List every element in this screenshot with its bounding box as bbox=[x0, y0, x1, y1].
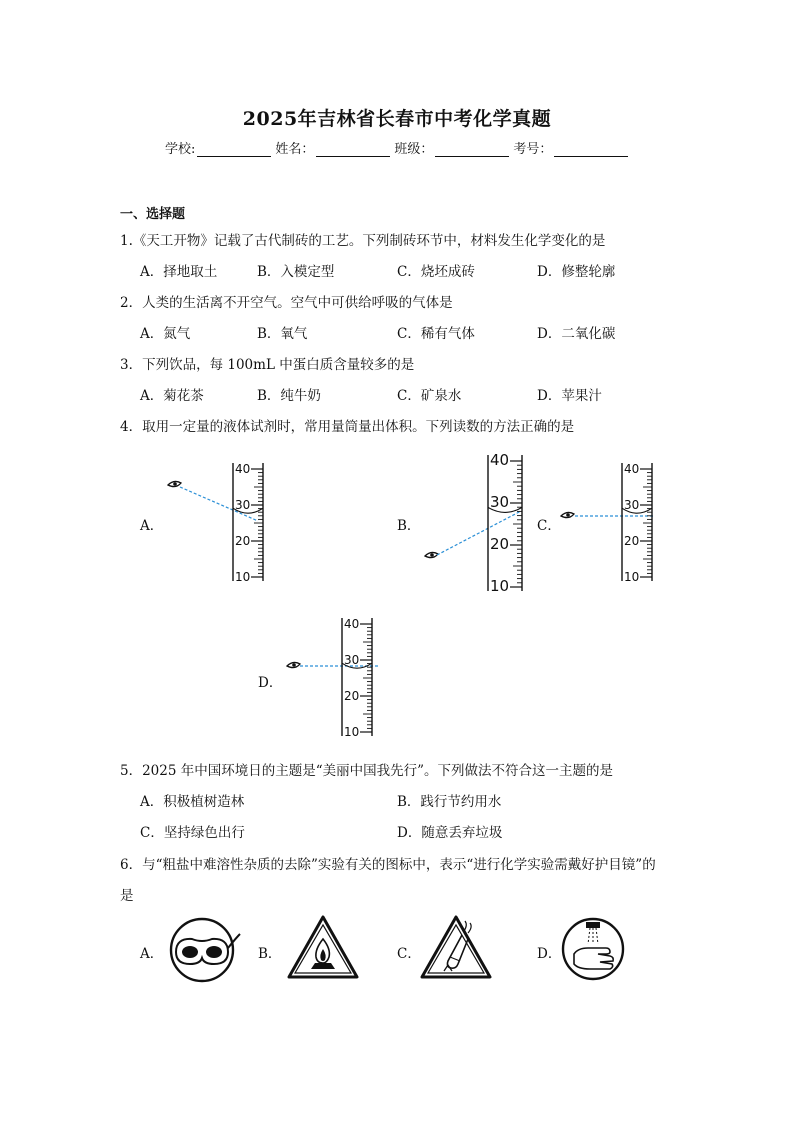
q3-option-a: A．菊花茶 bbox=[140, 388, 204, 404]
page-title: 2025年吉林省长春市中考化学真题 bbox=[242, 108, 552, 130]
hand-wash-icon bbox=[560, 914, 630, 984]
question-2-stem: 2．人类的生活离不开空气。空气中可供给呼吸的气体是 bbox=[120, 295, 453, 311]
student-info-line bbox=[165, 138, 632, 157]
q1-option-b: B．入模定型 bbox=[257, 264, 335, 280]
cylinder-tick-label: 30 bbox=[490, 493, 510, 511]
graduated-cylinder bbox=[342, 617, 372, 739]
question-3-stem: 3．下列饮品，每 100mL 中蛋白质含量较多的是 bbox=[120, 357, 415, 373]
cylinder-tick-label: 20 bbox=[624, 534, 640, 548]
q4-cylinder-b-figure bbox=[415, 445, 535, 595]
name-label: 姓名： bbox=[275, 142, 315, 157]
q4-option-d: D． bbox=[258, 675, 283, 691]
cylinder-tick-label: 20 bbox=[344, 689, 360, 703]
exam-number-blank bbox=[554, 142, 628, 157]
q6-option-c: C． bbox=[397, 946, 421, 962]
q5-option-b: B．践行节约用水 bbox=[397, 794, 502, 810]
cylinder-tick-label: 40 bbox=[624, 462, 640, 476]
question-6-stem: 6．与“粗盐中难溶性杂质的去除”实验有关的图标中，表示“进行化学实验需戴好护目镜”的 bbox=[120, 857, 656, 873]
q1-option-d: D．修整轮廓 bbox=[537, 264, 616, 280]
q4-option-b: B． bbox=[397, 518, 421, 534]
section-title: 一、选择题 bbox=[120, 207, 186, 222]
graduated-cylinder bbox=[488, 451, 522, 595]
eye-icon bbox=[425, 552, 438, 557]
cylinder-tick-label: 40 bbox=[235, 462, 251, 476]
school-blank bbox=[197, 142, 271, 157]
name-blank bbox=[316, 142, 390, 157]
q4-cylinder-a-figure bbox=[160, 455, 270, 590]
cylinder-tick-label: 10 bbox=[344, 725, 360, 739]
exam-number-label: 考号： bbox=[513, 142, 553, 157]
eye-icon bbox=[168, 481, 181, 486]
q5-option-d: D．随意丢弃垃圾 bbox=[397, 825, 503, 841]
eye-icon bbox=[561, 512, 574, 517]
graduated-cylinder bbox=[233, 462, 263, 584]
q4-option-c: C． bbox=[537, 518, 561, 534]
question-1-stem: 1.《天工开物》记载了古代制砖的工艺。下列制砖环节中，材料发生化学变化的是 bbox=[120, 233, 606, 249]
q2-option-d: D．二氧化碳 bbox=[537, 326, 616, 342]
cylinder-tick-label: 20 bbox=[235, 534, 251, 548]
q3-option-d: D．苹果汁 bbox=[537, 388, 602, 404]
cylinder-tick-label: 30 bbox=[344, 653, 360, 667]
question-5-stem: 5．2025 年中国环境日的主题是“美丽中国我先行”。下列做法不符合这一主题的是 bbox=[120, 763, 614, 779]
q5-option-a: A．积极植树造林 bbox=[140, 794, 245, 810]
cylinder-tick-label: 10 bbox=[490, 577, 510, 595]
q3-option-b: B．纯牛奶 bbox=[257, 388, 321, 404]
q4-option-a: A． bbox=[140, 518, 164, 534]
cylinder-tick-label: 10 bbox=[235, 570, 251, 584]
q2-option-a: A．氮气 bbox=[140, 326, 191, 342]
cylinder-tick-label: 40 bbox=[490, 451, 510, 469]
test-tube-heat-icon bbox=[418, 913, 494, 983]
cylinder-tick-label: 20 bbox=[490, 535, 510, 553]
class-blank bbox=[435, 142, 509, 157]
q1-option-c: C．烧坯成砖 bbox=[397, 264, 475, 280]
q4-cylinder-c-figure bbox=[555, 455, 665, 590]
goggles-icon bbox=[164, 914, 244, 984]
q4-cylinder-d-figure bbox=[280, 612, 390, 747]
flame-warning-icon bbox=[285, 913, 361, 983]
question-4-stem: 4．取用一定量的液体试剂时，常用量筒量出体积。下列读数的方法正确的是 bbox=[120, 419, 575, 435]
school-label: 学校: bbox=[165, 142, 196, 157]
class-label: 班级： bbox=[394, 142, 434, 157]
q3-option-c: C．矿泉水 bbox=[397, 388, 462, 404]
q6-option-b: B． bbox=[258, 946, 282, 962]
q6-option-d: D． bbox=[537, 946, 562, 962]
q2-option-b: B．氧气 bbox=[257, 326, 308, 342]
cylinder-tick-label: 30 bbox=[624, 498, 640, 512]
q2-option-c: C．稀有气体 bbox=[397, 326, 475, 342]
cylinder-tick-label: 40 bbox=[344, 617, 360, 631]
q5-option-c: C．坚持绿色出行 bbox=[140, 825, 245, 841]
cylinder-tick-label: 30 bbox=[235, 498, 251, 512]
cylinder-tick-label: 10 bbox=[624, 570, 640, 584]
question-6-stem-cont: 是 bbox=[120, 888, 134, 904]
graduated-cylinder bbox=[622, 462, 652, 584]
q6-option-a: A． bbox=[140, 946, 164, 962]
q1-option-a: A．择地取土 bbox=[140, 264, 218, 280]
eye-icon bbox=[287, 662, 300, 667]
